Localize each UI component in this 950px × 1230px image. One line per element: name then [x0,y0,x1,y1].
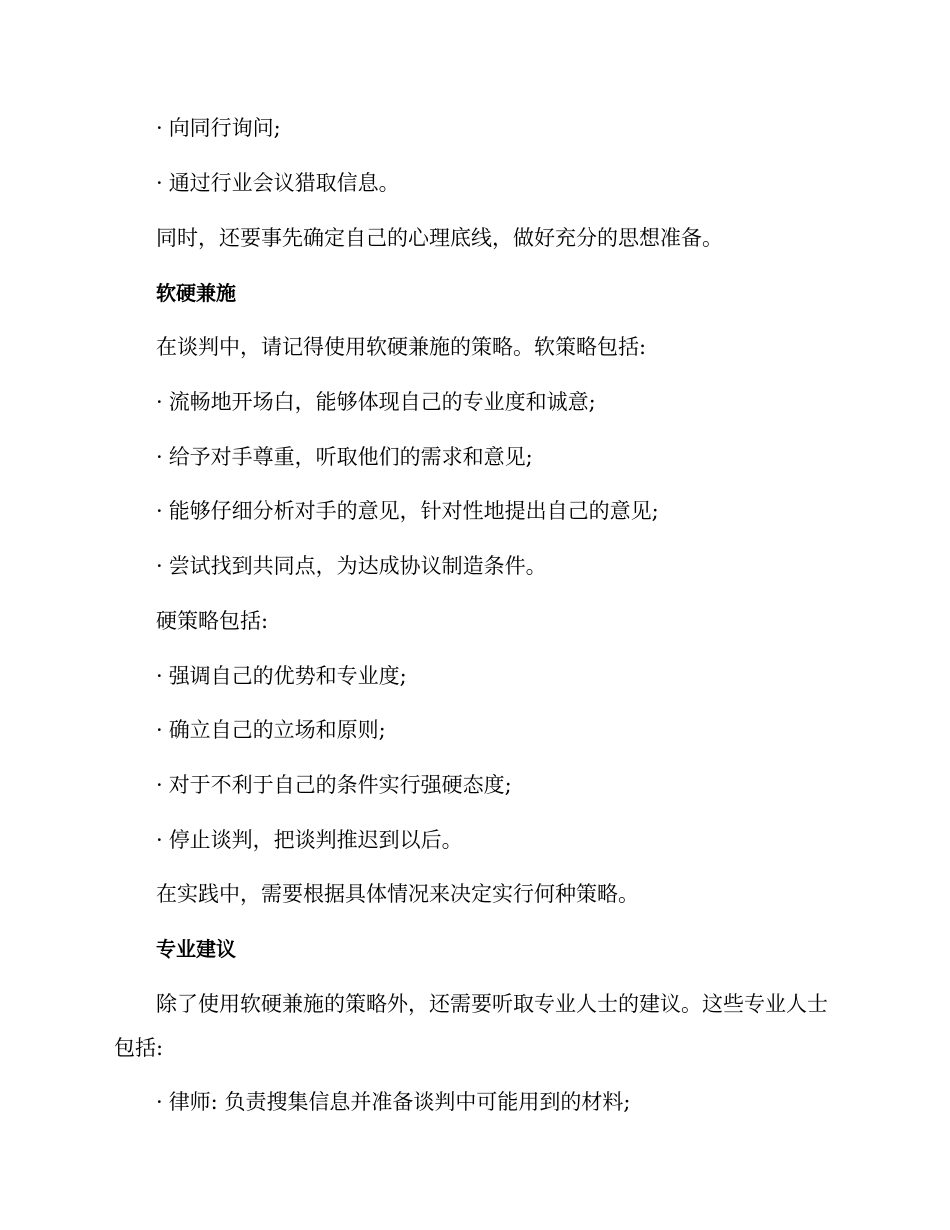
bullet-text: 能够仔细分析对手的意见，针对性地提出自己的意见; [168,499,659,523]
bullet-dot: · [156,664,163,688]
bullet-dot: · [156,171,163,195]
bullet-item [156,443,533,471]
bullet-text: 给予对手尊重，听取他们的需求和意见; [168,445,533,469]
paragraph: 硬策略包括: [156,609,269,633]
bullet-text: 确立自己的立场和原则; [168,718,386,742]
paragraph: 在谈判中，请记得使用软硬兼施的策略。软策略包括: [156,335,647,359]
bullet-item [156,169,400,197]
bullet-dot: · [156,773,163,797]
section-heading: 专业建议 [156,937,236,961]
bullet-item [156,662,407,690]
bullet-dot: · [156,116,163,140]
bullet-item [156,497,659,525]
bullet-dot: · [156,828,163,852]
bullet-text: 停止谈判，把谈判推迟到以后。 [168,828,463,852]
bullet-item [156,114,281,142]
bullet-dot: · [156,1090,163,1114]
bullet-item [156,716,386,744]
paragraph: 除了使用软硬兼施的策略外，还需要听取专业人士的建议。这些专业人士包括: [114,992,828,1060]
bullet-item [156,388,596,416]
bullet-text: 向同行询问; [168,116,281,140]
bullet-dot: · [156,445,163,469]
bullet-dot: · [156,554,163,578]
paragraph: 同时，还要事先确定自己的心理底线，做好充分的思想准备。 [156,226,723,250]
bullet-item [156,552,547,580]
bullet-text: 流畅地开场白，能够体现自己的专业度和诚意; [168,390,596,414]
bullet-dot: · [156,718,163,742]
bullet-text: 律师: 负责搜集信息并准备谈判中可能用到的材料; [168,1090,631,1114]
bullet-text: 通过行业会议猎取信息。 [168,171,400,195]
bullet-item [156,1088,631,1116]
section-heading: 软硬兼施 [156,281,236,305]
bullet-item [156,771,512,799]
paragraph: 在实践中，需要根据具体情况来决定实行何种策略。 [156,882,639,906]
bullet-dot: · [156,390,163,414]
bullet-text: 强调自己的优势和专业度; [168,664,407,688]
bullet-dot: · [156,499,163,523]
bullet-text: 对于不利于自己的条件实行强硬态度; [168,773,512,797]
bullet-item [156,826,463,854]
bullet-text: 尝试找到共同点，为达成协议制造条件。 [168,554,547,578]
